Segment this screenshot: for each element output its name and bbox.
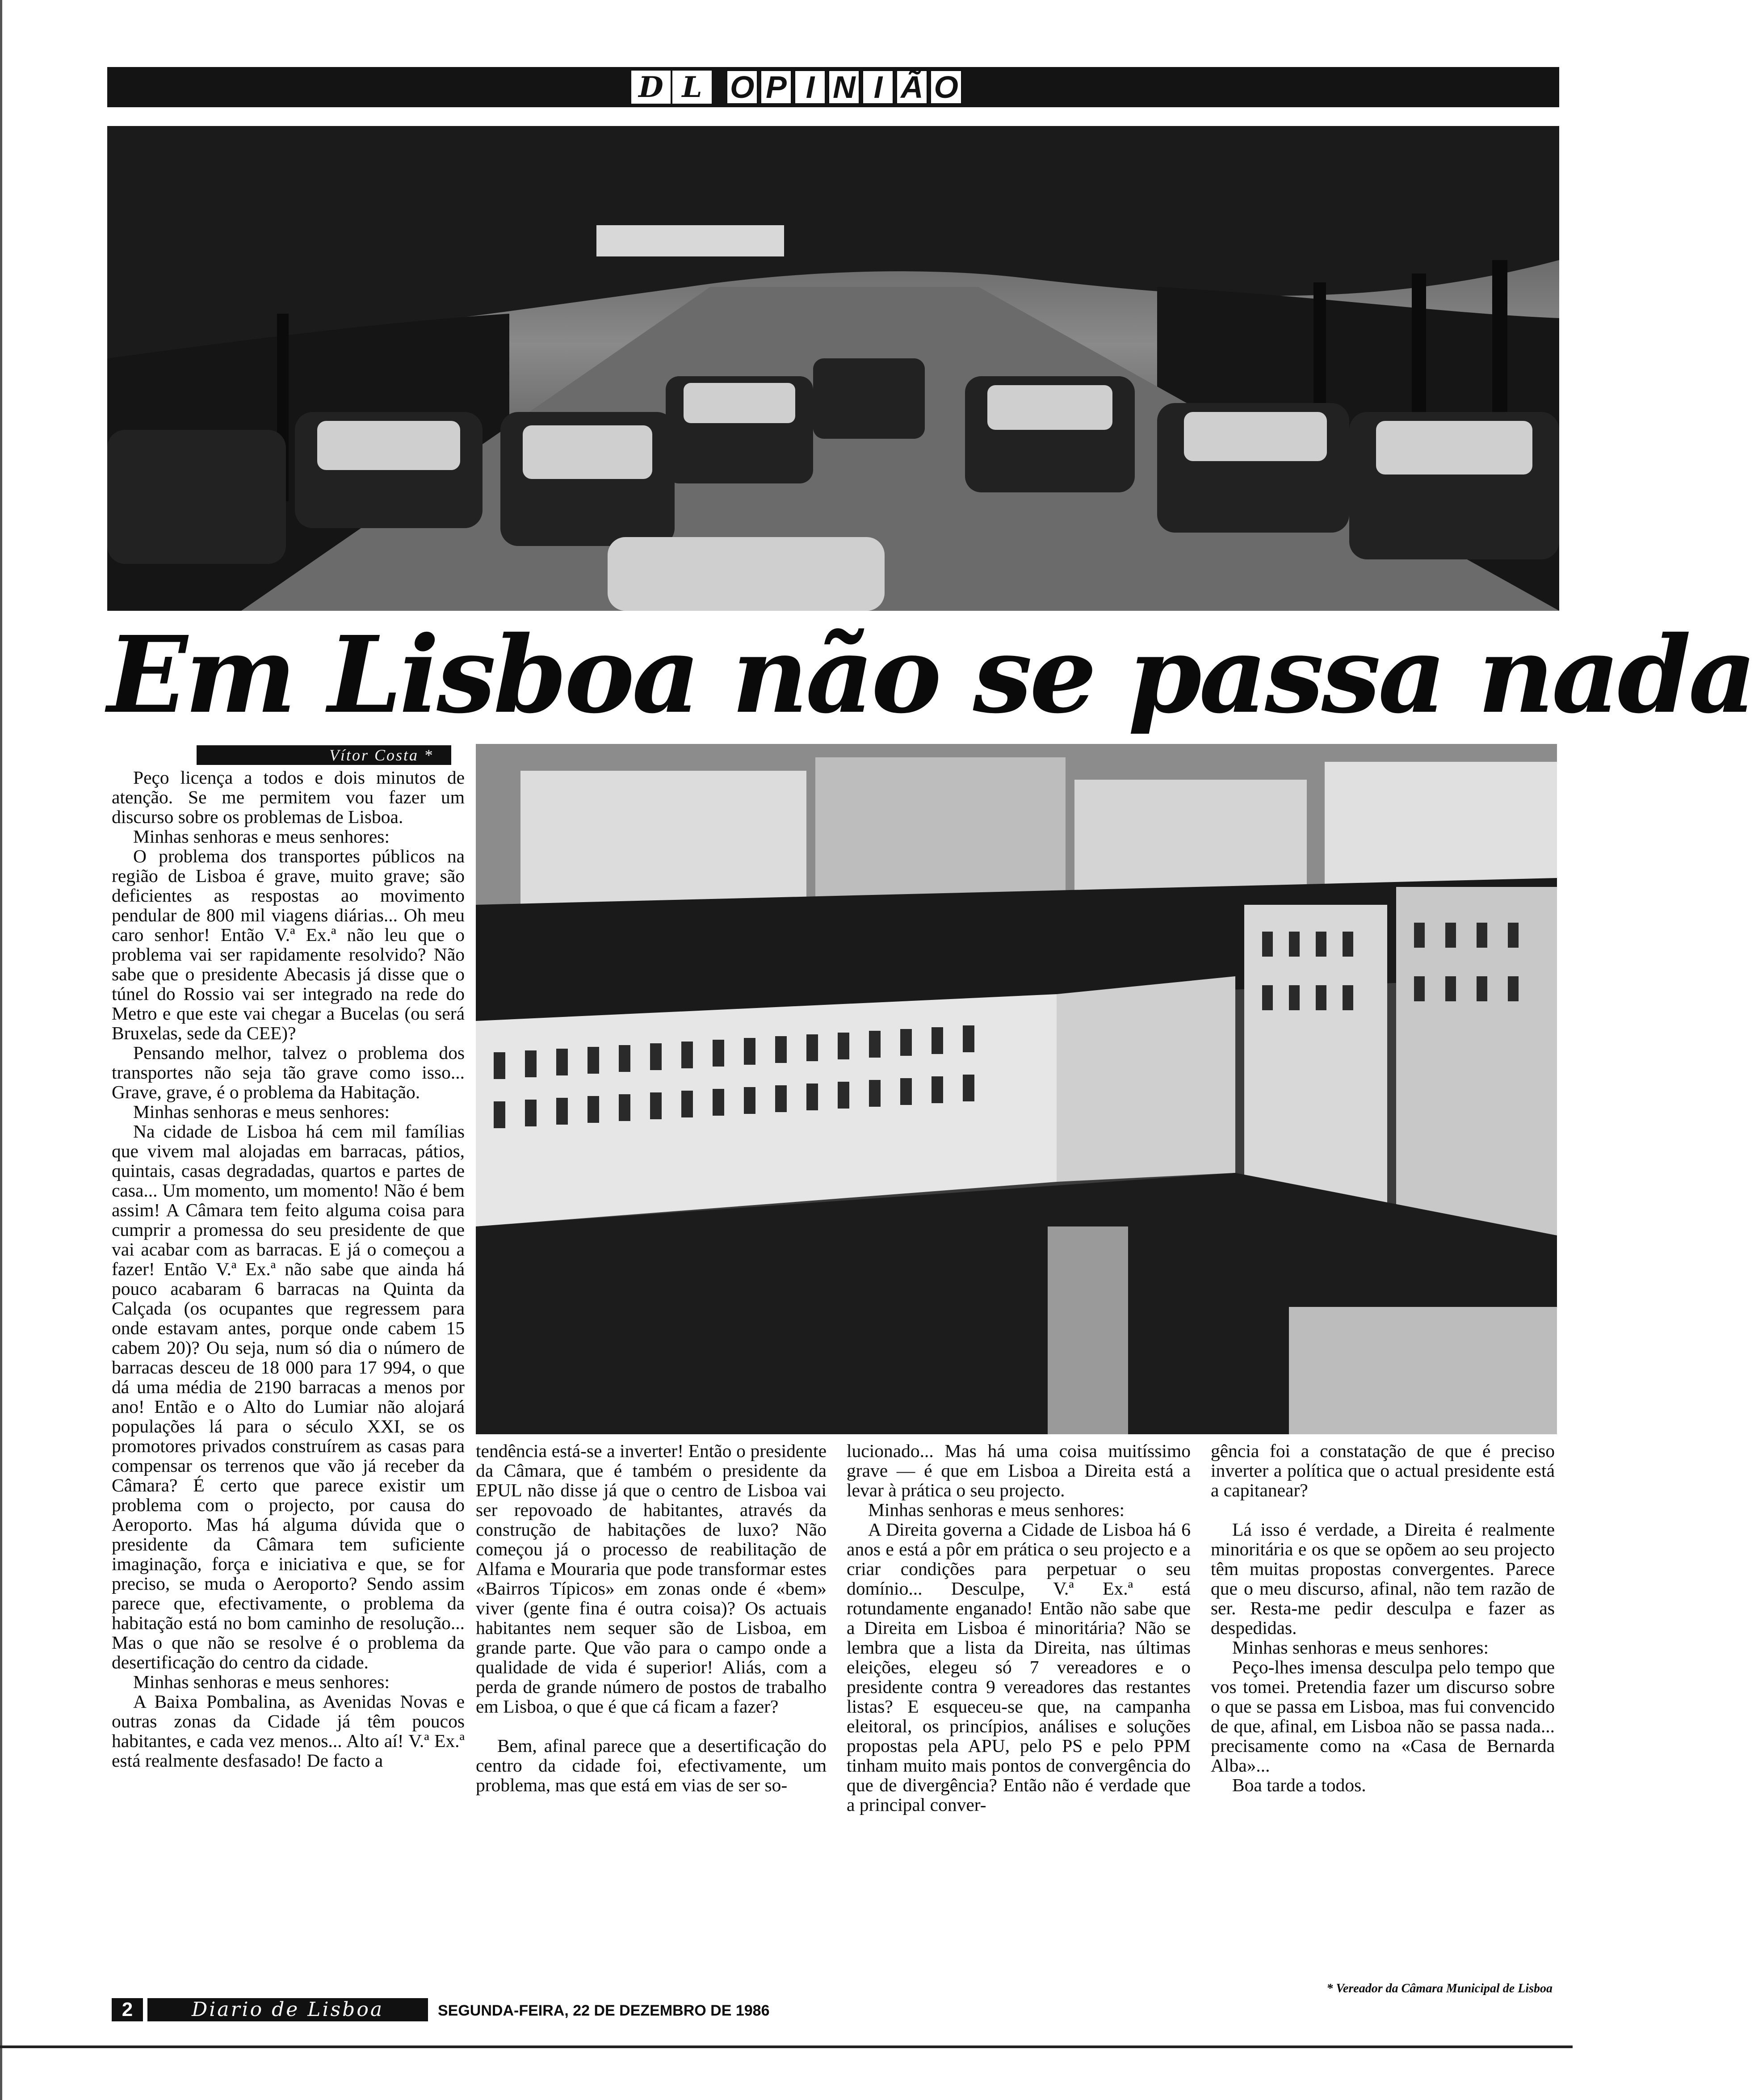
paragraph: A Baixa Pombalina, as Avenidas Novas e outras zonas da Cidade já têm poucos habitantes, e cada vez menos... Alto aí! V.ª Ex.ª está realmente desfasado! De facto a xyxy=(112,1691,465,1771)
article-headline: Em Lisboa não se passa nada xyxy=(107,613,1754,737)
masthead-box xyxy=(147,1998,428,2021)
paragraph: Minhas senhoras e meus senhores: xyxy=(1232,1637,1489,1658)
page-edge-rule xyxy=(0,2045,1573,2048)
section-label xyxy=(726,70,962,105)
byline: Vítor Costa * xyxy=(329,746,433,764)
author-footnote: * Vereador da Câmara Municipal de Lisboa xyxy=(1326,1982,1553,1995)
article-column-2 xyxy=(476,1441,827,2011)
paragraph: A Direita governa a Cidade de Lisboa há 6 anos e está a pôr em prática o seu projecto e a criar condições para perpetuar o seu domínio... Desculpe, V.ª Ex.ª está rotundamente enganado! Então não sabe que a Direita em Lisboa é minoritária? Não se lembra que a lista da Direita, nas últimas eleições, elegeu só 7 vereadores e o presidente contra 9 vereadores das restantes listas? E esqueceu-se que, na campanha eleitoral, os princípios, análises e soluções propostas pela APU, pelo PS e pelo PPM tinham muito mais pontos de convergência do que de divergência? Então não é verdade que a principal conver- xyxy=(847,1519,1191,1815)
city-photo xyxy=(476,744,1557,1434)
paragraph: Minhas senhoras e meus senhores: xyxy=(133,1672,390,1692)
paragraph: gência foi a constatação de que é preciso inverter a política que o actual presidente está a capitanear? xyxy=(1211,1441,1555,1500)
newspaper-masthead: Diario de Lisboa xyxy=(191,1998,384,2021)
section-letter: N xyxy=(828,70,860,105)
issue-date: SEGUNDA-FEIRA, 22 DE DEZEMBRO DE 1986 xyxy=(438,2002,770,2019)
section-letter: O xyxy=(930,70,962,105)
paragraph: Peço-lhes imensa desculpa pelo tempo que vos tomei. Pretendia fazer um discurso sobre o que se passa em Lisboa, mas fui convencido de que, afinal, em Lisboa não se passa nada... precisamente como na «Casa de Bernarda Alba»... xyxy=(1211,1657,1555,1776)
paragraph: Pensando melhor, talvez o problema dos transportes não seja tão grave como isso... Grave, grave, é o problema da Habitação. xyxy=(112,1042,465,1102)
section-letter: O xyxy=(726,70,758,105)
logo-letter-l: L xyxy=(672,71,712,104)
section-letter: I xyxy=(794,70,826,105)
paragraph: Lá isso é verdade, a Direita é realmente minoritária e os que se opõem ao seu projecto têm muitas propostas convergentes. Parece que o meu discurso, afinal, não tem razão de ser. Resta-me pedir desculpa e fazer as despedidas. xyxy=(1211,1519,1555,1638)
article-column-4 xyxy=(1211,1441,1555,2011)
section-letter: Ã xyxy=(896,70,928,105)
article-column-3 xyxy=(847,1441,1191,2011)
paragraph: lucionado... Mas há uma coisa muitíssimo grave — é que em Lisboa a Direita está a levar à prática o seu projecto. xyxy=(847,1441,1191,1500)
paragraph: Bem, afinal parece que a desertificação do centro da cidade foi, efectivamente, um problema, mas que está em vias de ser so- xyxy=(476,1735,827,1795)
byline-bar xyxy=(197,745,451,765)
paragraph: Minhas senhoras e meus senhores: xyxy=(133,1101,390,1122)
logo-letter-d: D xyxy=(631,71,671,104)
section-letter: I xyxy=(862,70,894,105)
paragraph: Minhas senhoras e meus senhores: xyxy=(133,826,390,847)
page-number: 2 xyxy=(112,1998,143,2021)
paragraph: tendência está-se a inverter! Então o presidente da Câmara, que é também o presidente da EPUL não disse já que o centro de Lisboa vai ser repovoado de habitantes, através da construção de habitações de luxo? Não começou já o processo de reabilitação de Alfama e Mouraria que pode transformar estes «Bairros Típicos» em zonas onde é «bem» viver (gente fina é outra coisa)? Os actuais habitantes nem sequer são de Lisboa, em grande parte. Que vão para o campo onde a qualidade de vida é superior! Aliás, com a perda de grande número de postos de trabalho em Lisboa, o que é que cá ficam a fazer? xyxy=(476,1441,827,1717)
traffic-photo xyxy=(107,126,1559,611)
section-letter: P xyxy=(760,70,792,105)
masthead-logo xyxy=(630,70,713,105)
article-column-1 xyxy=(112,768,465,2010)
paragraph: Peço licença a todos e dois minutos de atenção. Se me permitem vou fazer um discurso sobre os problemas de Lisboa. xyxy=(112,767,465,827)
page-edge-left xyxy=(0,0,2,2100)
paragraph: Minhas senhoras e meus senhores: xyxy=(868,1499,1125,1520)
section-banner xyxy=(107,67,1559,107)
paragraph: Na cidade de Lisboa há cem mil famílias que vivem mal alojadas em barracas, pátios, quintais, casas degradadas, quartos e partes de casa... Um momento, um momento! Não é bem assim! A Câmara tem feito alguma coisa para cumprir a promessa do seu presidente de que vai acabar com as barracas. E já o começou a fazer! Então V.ª Ex.ª não sabe que ainda há pouco acabaram 6 barracas na Quinta da Calçada (os ocupantes que regressem para onde estavam antes, porque onde cabem 15 cabem 20)? Ou seja, num só dia o número de barracas desceu de 18 000 para 17 994, o que dá uma média de 2190 barracas a menos por ano! Então e o Alto do Lumiar não alojará populações lá para o século XXI, se os promotores privados construírem as casas para compensar os terrenos que vão já receber da Câmara? É certo que parece existir um problema com o projecto, por causa do Aeroporto. Mas há alguma dúvida que o presidente da Câmara tem suficiente imaginação, força e iniciativa e que, se for preciso, se muda o Aeroporto? Sendo assim parece que, efectivamente, o problema da habitação está no bom caminho de resolução... Mas o que não se resolve é o problema da desertificação do centro da cidade. xyxy=(112,1121,465,1672)
paragraph: O problema dos transportes públicos na região de Lisboa é grave, muito grave; são deficientes as respostas ao movimento pendular de 800 mil viagens diárias... Oh meu caro senhor! Então V.ª Ex.ª não leu que o problema vai ser rapidamente resolvido? Não sabe que o presidente Abecasis já disse que o túnel do Rossio vai ser integrado na rede do Metro e que este vai chegar a Bucelas (ou será Bruxelas, sede da CEE)? xyxy=(112,846,465,1043)
paragraph: Boa tarde a todos. xyxy=(1232,1775,1366,1795)
